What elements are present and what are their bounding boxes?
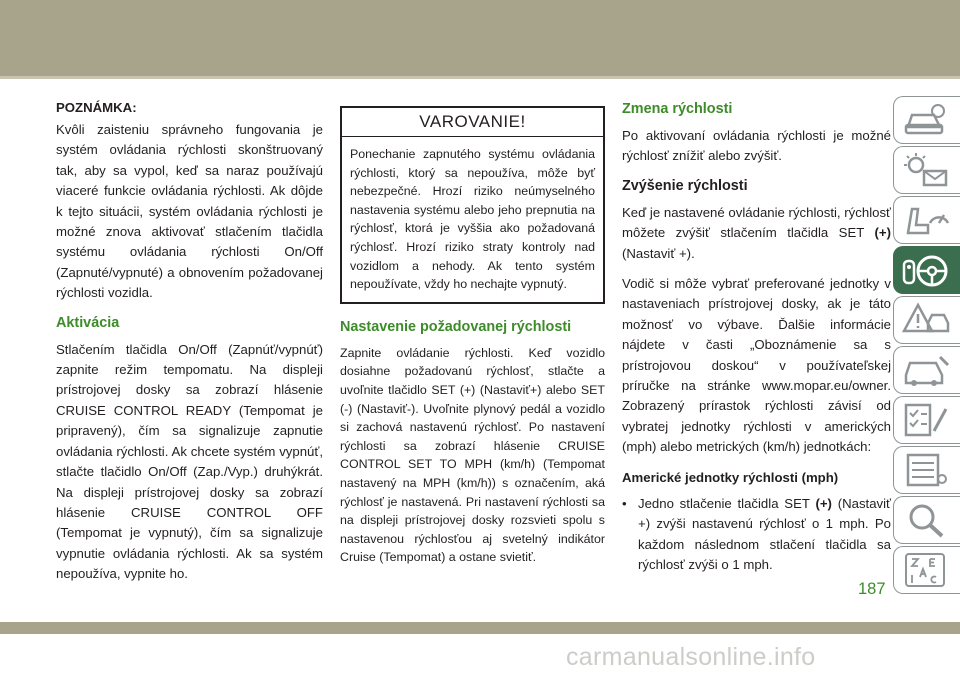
increase-text-b: (Nastaviť +). — [622, 245, 695, 261]
page-number: 187 — [858, 580, 886, 598]
increase-text-bold: (+) — [874, 225, 891, 241]
tab-warning-car[interactable] — [893, 296, 960, 344]
language-letters-icon — [900, 551, 952, 589]
right-column — [622, 100, 891, 575]
tab-languages[interactable] — [893, 546, 960, 594]
seat-gauge-icon — [900, 201, 952, 239]
warning-text: Ponechanie zapnutého systému ovládania rýchlosti, ktorý sa nepoužíva, môže byť nebezpečné. Hrozí riziko neúmyselného nastavenia systému alebo jeho prepnutia na rýchlosť, ktorá je vyššia ako požadovaná rýchlosť. Hrozí riziko straty kontroly nad vozidlom a nehody. Ak tento systém nepoužívate, vždy ho nechajte vypnutý. — [350, 147, 595, 292]
bullet-mark: • — [622, 495, 627, 511]
car-service-icon — [900, 351, 952, 389]
tab-specs-list[interactable] — [893, 446, 960, 494]
tab-key-steering-wheel[interactable] — [893, 246, 960, 294]
specs-list-icon — [900, 451, 952, 489]
bullet-text-bold: (+) — [815, 495, 832, 511]
tab-search[interactable] — [893, 496, 960, 544]
activation-heading: Aktivácia — [56, 314, 120, 331]
chapter-tabs — [893, 96, 960, 596]
us-units-heading: Americké jednotky rýchlosti (mph) — [622, 469, 839, 485]
note-label: POZNÁMKA: — [56, 100, 137, 115]
warning-title: VAROVANIE! — [342, 108, 603, 137]
checklist-tools-icon — [900, 401, 952, 439]
units-text: Vodič si môže vybrať preferované jednotky v nastaveniach prístrojovej dosky, ak je táto možnosť vo výbave. Ďalšie informácie nájdete v časti „Oboznámenie sa s prístrojovou doskou“ v používateľskej príručke na stránke www.mopar.eu/owner. Zobrazený prírastok rýchlosti závisí od vybratej jednotky rýchlosti v amerických (mph) alebo metrických (km/h) jednotkách: — [622, 276, 891, 455]
key-steering-wheel-icon — [900, 251, 952, 289]
tab-car-dashboard[interactable] — [893, 96, 960, 144]
increase-speed-text — [622, 203, 891, 264]
set-speed-heading: Nastavenie požadovanej rýchlosti — [340, 318, 572, 335]
tab-seat-gauge[interactable] — [893, 196, 960, 244]
change-speed-heading: Zmena rýchlosti — [622, 101, 733, 117]
bullet-text-b: (Nastaviť +) zvýši nastavenú rýchlosť o 1 mph. Po každom následnom stlačení tlačidla sa rýchlosť zvýši o 1 mph. — [638, 495, 891, 572]
middle-column — [340, 106, 605, 567]
tab-checklist-tools[interactable] — [893, 396, 960, 444]
car-dashboard-icon — [900, 101, 952, 139]
note-text: Kvôli zaisteniu správneho fungovania je systém ovládania rýchlosti skonštruovaný tak, aby sa vypol, keď sa naraz používajú viaceré funkcie ovládania rýchlosti. Ak dôjde k tejto situácii, systém ovládania rýchlosti je možné znova aktivovať stlačením tlačidla systému ovládania rýchlosti On/Off (Zapnuté/vypnuté) a obnovením požadovanej rýchlosti vozidla. — [56, 122, 323, 301]
header-band — [0, 0, 960, 76]
tab-lights-mail[interactable] — [893, 146, 960, 194]
warning-box — [340, 106, 605, 304]
set-speed-text: Zapnite ovládanie rýchlosti. Keď vozidlo dosiahne požadovanú rýchlosť, stlačte a uvoľnite tlačidlo SET (+) (Nastaviť+) alebo SET (-) (Nastaviť-). Uvoľnite plynový pedál a vozidlo si zachová nastavenú rýchlosť. Po nastavení rýchlosti sa zobrazí hlásenie CRUISE CONTROL SET TO MPH (km/h) (Tempomat nastavený na MPH (km/h)) s označením, aká rýchlosť je nastavená. Pri nastavení rýchlosti sa na displeji prístrojovej dosky rozsvieti spolu s nastavenou rýchlosťou aj svetelný indikátor Cruise (Tempomat) a ostane svietiť. — [340, 345, 605, 565]
activation-text: Stlačením tlačidla On/Off (Zapnúť/vypnúť) zapnite režim tempomatu. Na displeji prístrojovej dosky sa zobrazí hlásenie CRUISE CONTROL READY (Tempomat je pripravený), čím sa signalizuje zapnutie ovládania rýchlosti. Ak chcete systém vypnúť, stlačte tlačidlo On/Off (Zap./Vyp.) druhýkrát. Na displeji prístrojovej dosky sa zobrazí hlásenie CRUISE CONTROL OFF (Tempomat je vypnutý), čím sa signalizuje vypnutie ovládania rýchlosti. Ak sa systém nepoužíva, vypnite ho. — [56, 341, 323, 582]
increase-text-a: Keď je nastavené ovládanie rýchlosti, rýchlosť môžete zvýšiť stlačením tlačidla SET — [622, 204, 891, 241]
list-item — [622, 494, 891, 576]
header-line — [0, 76, 960, 79]
change-speed-text: Po aktivovaní ovládania rýchlosti je možné rýchlosť znížiť alebo zvýšiť. — [622, 128, 891, 164]
bullet-text-a: Jedno stlačenie tlačidla SET — [638, 495, 816, 511]
warning-car-icon — [900, 301, 952, 339]
watermark: carmanualsonline.info — [566, 643, 816, 671]
tab-car-service[interactable] — [893, 346, 960, 394]
lights-mail-icon — [900, 151, 952, 189]
magnifier-icon — [900, 501, 952, 539]
bullet-text — [638, 494, 891, 576]
increase-speed-heading: Zvýšenie rýchlosti — [622, 177, 748, 194]
left-column — [56, 98, 323, 595]
footer-band — [0, 622, 960, 634]
